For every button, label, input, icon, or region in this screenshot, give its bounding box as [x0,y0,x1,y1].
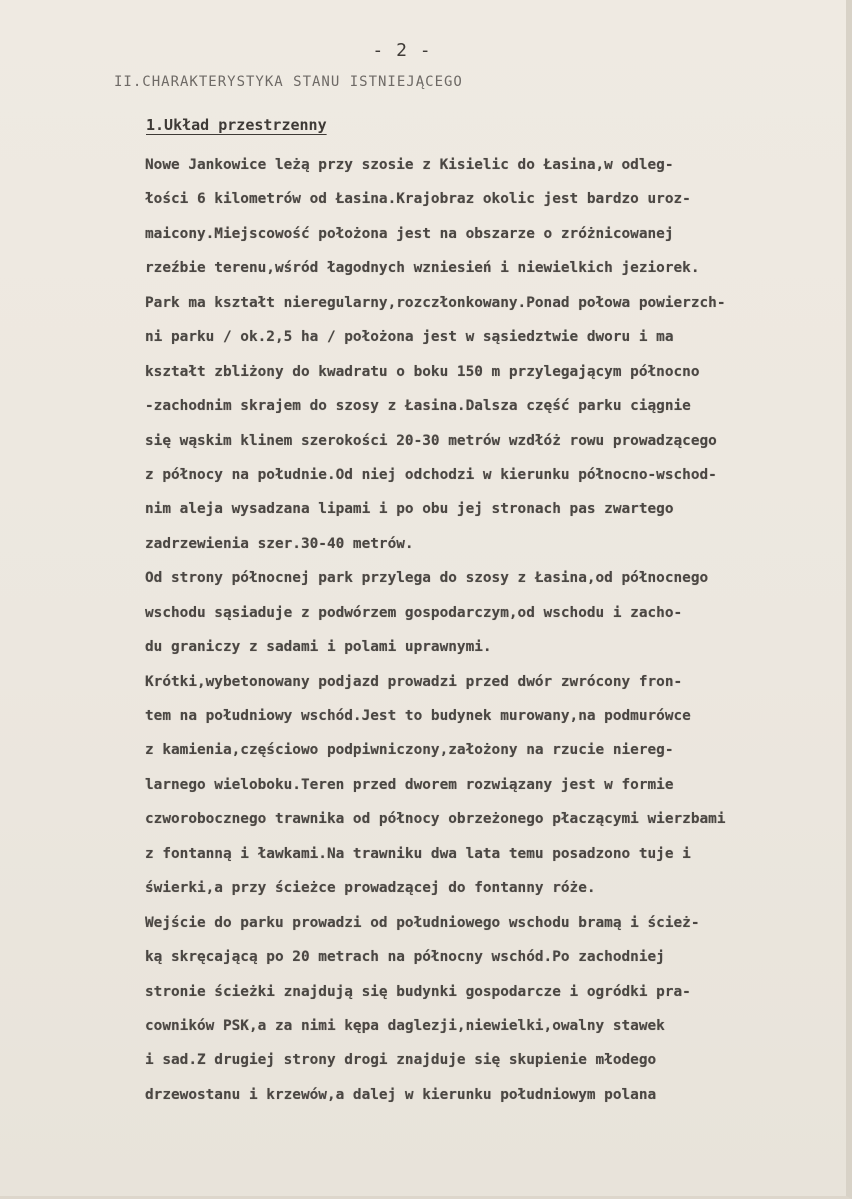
text-line: z północy na południe.Od niej odchodzi w kierunku północno-wschod- [145,466,717,483]
text-line: zadrzewienia szer.30-40 metrów. [145,535,414,552]
text-line: nim aleja wysadzana lipami i po obu jej stronach pas zwartego [145,501,674,518]
text-line: du graniczy z sadami i polami uprawnymi. [145,639,492,656]
text-line: kształt zbliżony do kwadratu o boku 150 m przylegającym północno [145,363,700,380]
text-line: Park ma kształt nieregularny,rozczłonkowany.Ponad połowa powierzch- [145,294,726,311]
page-number: - 2 - [372,40,432,61]
text-line: świerki,a przy ścieżce prowadzącej do fontanny róże. [145,880,596,897]
text-line: Wejście do parku prowadzi od południowego wschodu bramą i ścież- [145,914,700,931]
subheading: 1.Układ przestrzenny [146,116,327,134]
text-line: ką skręcającą po 20 metrach na północny wschód.Po zachodniej [145,949,665,966]
text-line: Od strony północnej park przylega do szosy z Łasina,od północnego [145,570,709,587]
text-line: z fontanną i ławkami.Na trawniku dwa lata temu posadzono tuje i [145,845,691,862]
text-line: łości 6 kilometrów od Łasina.Krajobraz okolic jest bardzo uroz- [145,191,691,208]
text-line: cowników PSK,a za nimi kępa daglezji,niewielki,owalny stawek [145,1017,665,1034]
text-line: tem na południowy wschód.Jest to budynek murowany,na podmurówce [145,708,691,724]
body-text [145,148,825,1112]
text-line: i sad.Z drugiej strony drogi znajduje się skupienie młodego [145,1052,657,1069]
text-line: się wąskim klinem szerokości 20-30 metrów wzdłóż rowu prowadzącego [145,432,717,449]
text-line: maicony.Miejscowość położona jest na obszarze o zróżnicowanej [145,225,674,242]
text-line: stronie ścieżki znajdują się budynki gospodarcze i ogródki pra- [145,983,691,1000]
text-line: drzewostanu i krzewów,a dalej w kierunku południowym polana [145,1086,657,1103]
text-line: Krótki,wybetonowany podjazd prowadzi przed dwór zwrócony fron- [145,673,683,690]
text-line: czworobocznego trawnika od północy obrzeżonego płaczącymi wierzbami [145,811,726,828]
text-line: Nowe Jankowice leżą przy szosie z Kisielic do Łasina,w odleg- [145,157,674,173]
text-line: rzeźbie terenu,wśród łagodnych wzniesień i niewielkich jeziorek. [145,260,700,277]
section-heading: II.CHARAKTERYSTYKA STANU ISTNIEJĄCEGO [114,74,463,90]
text-line: ni parku / ok.2,5 ha / położona jest w sąsiedztwie dworu i ma [145,329,674,346]
text-line: wschodu sąsiaduje z podwórzem gospodarczym,od wschodu i zacho- [145,604,683,621]
text-line: -zachodnim skrajem do szosy z Łasina.Dalsza część parku ciągnie [145,398,691,415]
text-line: larnego wieloboku.Teren przed dworem rozwiązany jest w formie [145,776,674,793]
text-line: z kamienia,częściowo podpiwniczony,założony na rzucie niereg- [145,742,674,759]
